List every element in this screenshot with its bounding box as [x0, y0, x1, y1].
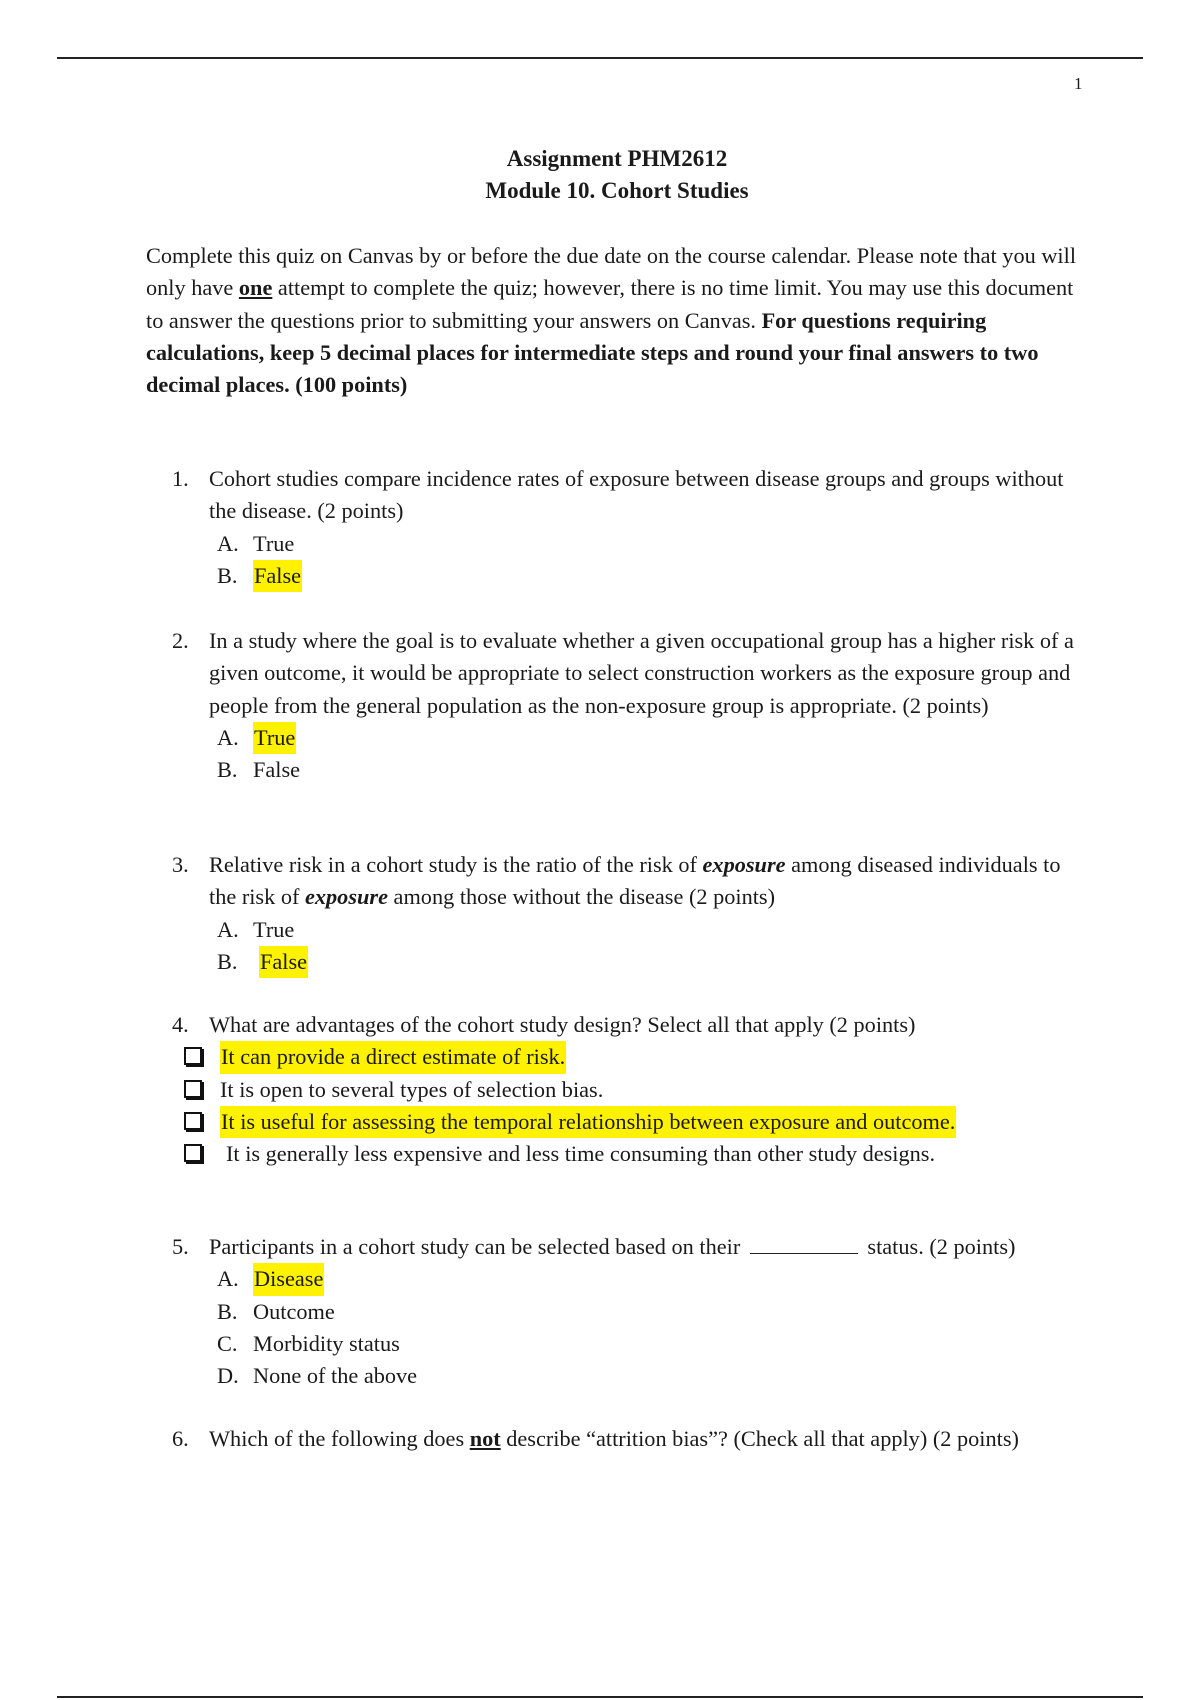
option-a[interactable] [217, 914, 1092, 946]
question-emphasis: not [469, 1426, 501, 1451]
option-letter: A. [217, 724, 239, 750]
checkbox-option[interactable] [184, 1041, 1092, 1073]
question-number: 5. [172, 1234, 189, 1259]
option-text: True [253, 530, 295, 556]
checkbox-icon[interactable] [184, 1144, 202, 1162]
question-text: In a study where the goal is to evaluate whether a given occupational group has a higher risk of a given outcome, it would be appropriate to select construction workers as the exposure group and people from the general population as the non-exposure group is appropriate. (2 points) [209, 628, 1074, 718]
question-text-part: status. (2 points) [867, 1234, 1016, 1259]
option-text-highlighted: False [259, 946, 308, 978]
option-letter: D. [217, 1363, 239, 1389]
option-d[interactable] [217, 1360, 1092, 1392]
option-text: True [253, 916, 295, 942]
option-letter: A. [217, 916, 239, 942]
question-text: What are advantages of the cohort study design? Select all that apply (2 points) [209, 1012, 916, 1037]
option-b[interactable] [217, 946, 1092, 978]
option-text-highlighted: Disease [253, 1263, 324, 1295]
checkbox-option[interactable] [184, 1106, 1092, 1138]
option-text: Morbidity status [253, 1330, 400, 1356]
option-text: It is open to several types of selection bias. [220, 1076, 604, 1102]
question-4 [172, 1009, 1092, 1170]
checkbox-icon[interactable] [184, 1047, 202, 1065]
option-text-highlighted: It is useful for assessing the temporal relationship between exposure and outcome. [220, 1106, 956, 1138]
question-text-part: Which of the following does [209, 1426, 470, 1451]
header-rule [57, 57, 1143, 59]
option-text: Outcome [253, 1298, 335, 1324]
option-a[interactable] [217, 722, 1092, 754]
question-text-part: Participants in a cohort study can be selected based on their [209, 1234, 741, 1259]
question-text [209, 1423, 1112, 1455]
question-text-part: among those without the disease (2 points) [387, 884, 776, 910]
option-letter: B. [217, 562, 238, 588]
option-b[interactable] [217, 754, 1092, 786]
question-text [209, 1231, 1092, 1263]
intro-text-1: Complete this quiz on Canvas by or before the due date on the course calendar. Please note that you will only have [146, 243, 1077, 301]
question-text-part: among diseased individuals to the risk of [209, 852, 1061, 910]
page-number: 1 [1074, 74, 1083, 93]
instructions-paragraph [146, 240, 1086, 401]
intro-emphasis-one: one [238, 275, 273, 301]
question-3 [172, 849, 1092, 978]
intro-bold-instructions: For questions requiring calculations, keep 5 decimal places for intermediate steps and round your final answers to two decimal places. (100 points) [146, 307, 1039, 398]
option-b[interactable] [217, 1296, 1092, 1328]
option-text: It is generally less expensive and less time consuming than other study designs. [226, 1141, 936, 1167]
question-text: Cohort studies compare incidence rates of exposure between disease groups and groups without the disease. (2 points) [209, 466, 1064, 524]
question-number: 4. [172, 1012, 189, 1037]
question-text [209, 849, 1092, 914]
option-c[interactable] [217, 1328, 1092, 1360]
question-6 [172, 1423, 1112, 1455]
option-letter: B. [217, 1298, 238, 1324]
option-letter: B. [217, 948, 238, 974]
question-number: 6. [172, 1426, 189, 1451]
option-text-highlighted: True [253, 722, 296, 754]
option-a[interactable] [217, 528, 1092, 560]
assignment-title: Assignment PHM2612 [506, 146, 728, 171]
checkbox-icon[interactable] [184, 1112, 202, 1130]
question-emphasis: exposure [304, 884, 388, 910]
option-letter: A. [217, 530, 239, 556]
question-number: 3. [172, 852, 189, 877]
option-text-highlighted: False [253, 560, 302, 592]
option-a[interactable] [217, 1263, 1092, 1295]
option-letter: B. [217, 757, 238, 783]
question-5 [172, 1231, 1092, 1392]
option-text: None of the above [253, 1363, 418, 1389]
module-title: Module 10. Cohort Studies [485, 178, 749, 203]
option-text-highlighted: It can provide a direct estimate of risk. [220, 1041, 566, 1073]
option-b[interactable] [217, 560, 1092, 592]
option-letter: C. [217, 1330, 238, 1356]
checkbox-icon[interactable] [184, 1080, 202, 1098]
question-emphasis: exposure [702, 852, 786, 877]
checkbox-options [184, 1041, 1092, 1170]
checkbox-option[interactable] [184, 1074, 1092, 1106]
question-text-part: Relative risk in a cohort study is the ratio of the risk of [209, 852, 703, 877]
footer-rule [57, 1696, 1143, 1698]
question-1 [172, 463, 1092, 592]
option-text: False [253, 757, 301, 783]
fill-in-blank [750, 1233, 858, 1254]
option-letter: A. [217, 1266, 239, 1292]
question-number: 1. [172, 466, 189, 491]
intro-text-2: attempt to complete the quiz; however, there is no time limit. You may use this document to answer the questions prior to submitting your answers on Canvas. [146, 275, 1074, 333]
question-2 [172, 625, 1092, 786]
checkbox-option[interactable] [184, 1138, 1092, 1170]
question-text-part: describe “attrition bias”? (Check all that apply) (2 points) [500, 1426, 1019, 1451]
question-number: 2. [172, 628, 189, 653]
